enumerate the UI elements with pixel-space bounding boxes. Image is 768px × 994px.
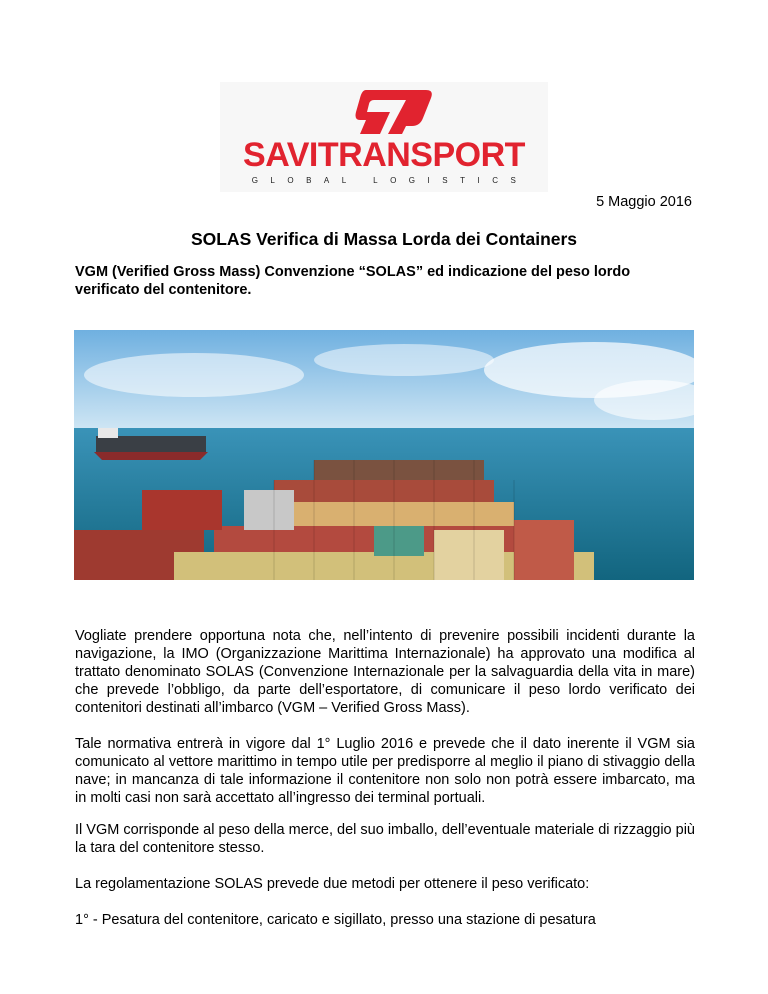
paragraph-5: 1° - Pesatura del contenitore, caricato e sigillato, presso una stazione di pesatura (75, 912, 596, 928)
brand-name: SAVITRANSPORT (243, 136, 525, 174)
document-subtitle: VGM (Verified Gross Mass) Convenzione “SOLAS” ed indicazione del peso lordo verificato del contenitore. (75, 264, 631, 298)
paragraph-1: Vogliate prendere opportuna nota che, nell’intento di prevenire possibili incidenti durante la navigazione, la IMO (Organizzazione Marittima Internazionale) ha approvato una modifica al trattato denominato SOLAS (Convenzione Internazionale per la salvaguardia della vita in mare) che prevede l’obbligo, da parte dell’esportatore, di comunicare il peso lordo verificato dei contenitori destinati all’imbarco (VGM – Verified Gross Mass). (75, 628, 695, 716)
paragraph-3: Il VGM corrisponde al peso della merce, del suo imballo, dell’eventuale materiale di rizzaggio più la tara del contenitore stesso. (75, 822, 695, 856)
document-title: SOLAS Verifica di Massa Lorda dei Containers (190, 229, 578, 249)
container-ship-photo (74, 330, 694, 580)
document-date: 5 Maggio 2016 (596, 194, 692, 210)
brand-tagline: GLOBAL LOGISTICS (251, 176, 529, 185)
paragraph-4: La regolamentazione SOLAS prevede due metodi per ottenere il peso verificato: (75, 876, 590, 892)
savitransport-logo (220, 82, 548, 192)
paragraph-2: Tale normativa entrerà in vigore dal 1° Luglio 2016 e prevede che il dato inerente il VGM sia comunicato al vettore marittimo in tempo utile per predisporre al meglio il piano di stivaggio della nave; in mancanza di tale informazione il contenitore non solo non potrà essere imbarcato, ma in molti casi non sarà accettato all’ingresso dei terminal portuali. (75, 736, 695, 806)
